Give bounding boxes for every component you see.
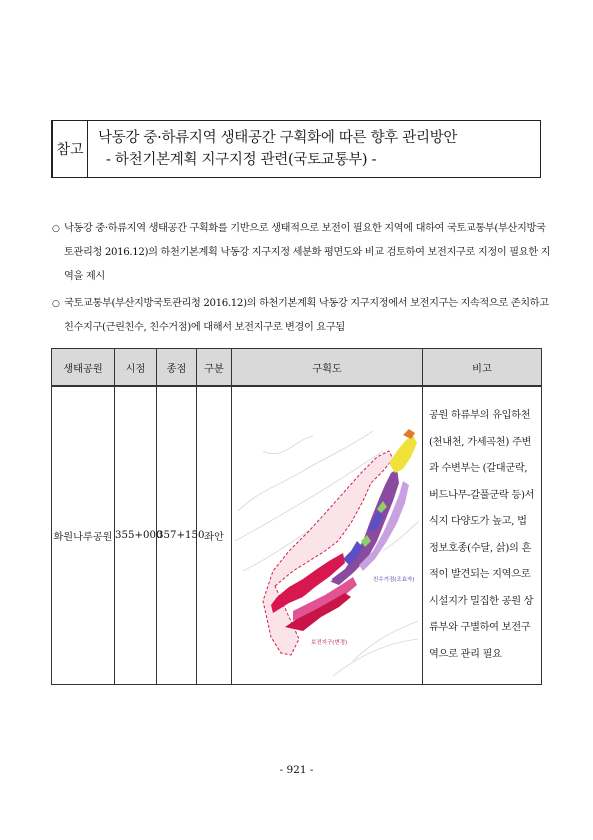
map-label-waterfront: 친수거점(조효자) [372,577,414,583]
cell-park: 화원나루공원 [52,386,115,685]
reference-titles [88,121,540,177]
column-header-park: 생태공원 [52,349,115,387]
reference-tag: 참고 [53,121,88,177]
eco-park-table [51,348,542,685]
page-number: - 921 - [279,764,314,776]
zoning-map [233,391,422,680]
column-header-side: 구분 [197,349,232,387]
column-header-end: 종점 [157,349,197,387]
bullet-list [52,217,552,343]
note-text: 공원 하류부의 유입하천(천내천, 가세곡천) 주변과 수변부는 (갈대군락, 버드나무-갈풀군락 등)서식지 다양도가 높고, 법정보호종(수달, 삵)의 흔적이 발견되는 지역으로 시설지가 밀집한 공원 상류부와 구별하여 보전구역으로 관리 필요 [429,410,535,660]
zoning-map-image [233,391,422,680]
cell-end: 357+150 [157,386,197,685]
reference-title: 낙동강 중·하류지역 생태공간 구획화에 따른 향후 관리방안 [98,130,458,146]
cell-map [232,386,423,685]
bullet-text: 낙동강 중·하류지역 생태공간 구획화를 기반으로 생태적으로 보전이 필요한 지역에 대하여 국토교통부(부산지방국토관리청 2016.12)의 하천기본계획 낙동강 지구지정 세분화 평면도와 비교 검토하여 보전지구로 지정이 필요한 지역을 제시 [64,223,551,282]
bullet-marker: ○ [52,299,60,309]
column-header-start: 시점 [115,349,157,387]
reference-subtitle: - 하천기본계획 지구지정 관련(국토교통부) - [106,152,377,168]
bullet-item [52,217,552,289]
bullet-item [52,292,552,340]
column-header-map: 구획도 [232,349,423,387]
table-header-row [52,349,542,387]
table-row [52,386,542,685]
bullet-text: 국토교통부(부산지방국토관리청 2016.12)의 하천기본계획 낙동강 지구지정에서 보전지구는 지속적으로 존치하고 친수지구(근린친수, 친수거점)에 대해서 보전지구로 변경이 요구됨 [64,298,549,333]
cell-start: 355+000 [115,386,157,685]
cell-side: 좌안 [197,386,232,685]
cell-note [423,386,542,685]
column-header-note: 비고 [423,349,542,387]
yellow-zone [389,435,417,473]
map-label-conservation: 보전지구(변경) [310,640,347,646]
reference-box [51,120,541,178]
bullet-marker: ○ [52,224,60,234]
